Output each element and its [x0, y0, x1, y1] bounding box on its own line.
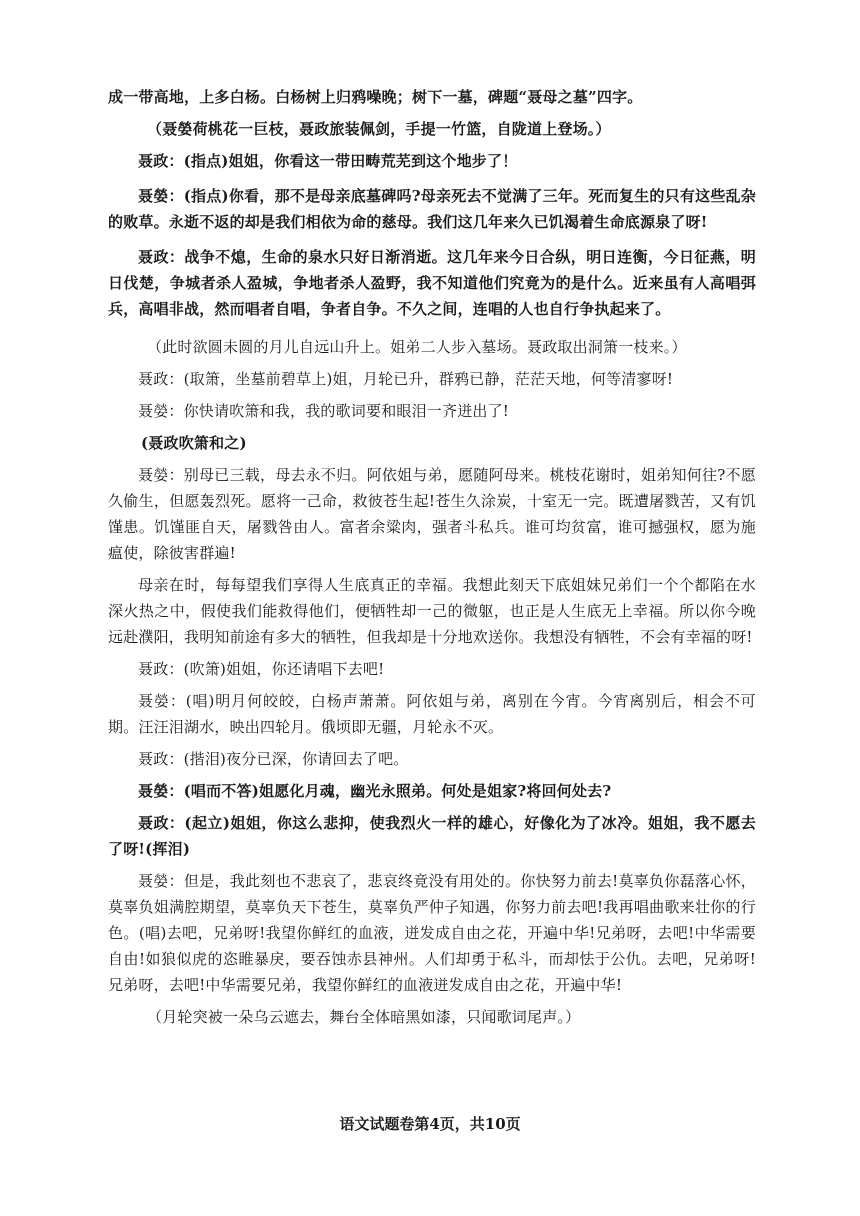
dialogue-nie-ying-continued: 母亲在时，每每望我们享得人生底真正的幸福。我想此刻天下底姐妹兄弟们一个个都陷在水深火热之中，假使我们能救得他们，便牺牲却一己的微躯，也正是人生底无上幸福。所以你今晚远赴濮阳，我明知前途有多大的牺牲，但我却是十分地欢送你。我想没有牺牲，不会有幸福的呀! — [108, 576, 756, 646]
stage-direction: （月轮突被一朵乌云遮去，舞台全体暗黑如漆，只闻歌词尾声。） — [147, 1008, 581, 1026]
dialogue-nie-zheng: 聂政：(吹箫)姐姐，你还请唱下去吧! — [138, 660, 385, 678]
dialogue-nie-ying: 聂嫈：但是，我此刻也不悲哀了，悲哀终竟没有用处的。你快努力前去!莫辜负你磊落心怀，莫辜负姐满腔期望，莫辜负天下苍生，莫辜负严仲子知遇，你努力前去吧!我再唱曲歌来壮你的行色。(唱)去吧，兄弟呀!我望你鲜红的血液，迸发成自由之花，开遍中华!兄弟呀，去吧!中华需要自由!如狼似虎的恣睢暴戾，要吞蚀赤县神州。人们却勇于私斗，而却怯于公仇。去吧，兄弟呀!兄弟呀，去吧!中华需要兄弟，我望你鲜红的血液迸发成自由之花，开遍中华! — [108, 872, 756, 994]
page-footer: 语文试题卷第4页，共10页 — [339, 1115, 521, 1133]
song-lyrics-nie-ying: 聂嫈：别母已三载，母去永不归。阿依姐与弟，愿随阿母来。桃枝花谢时，姐弟知何往?不愿久偷生，但愿轰烈死。愿将一己命，救彼苍生起!苍生久涂炭，十室无一完。既遭屠戮苦，又有饥馑患。饥馑匪自天，屠戮咎由人。富者余粱肉，强者斗私兵。谁可均贫富，谁可撼强权，愿为施瘟使，除彼害群遍! — [108, 466, 756, 562]
stage-direction: (聂政吹箫和之) — [141, 434, 247, 452]
dialogue-nie-zheng: 聂政：(揩泪)夜分已深，你请回去了吧。 — [138, 750, 409, 768]
dialogue-nie-zheng: 聂政：战争不熄，生命的泉水只好日渐消逝。这几年来今日合纵，明日连衡，今日征燕，明日伐楚，争城者杀人盈城，争地者杀人盈野，我不知道他们究竟为的是什么。近来虽有人高唱弭兵，高唱非战，然而唱者自唱，争者自争。不久之间，连唱的人也自行争执起来了。 — [108, 248, 756, 318]
dialogue-nie-ying: 聂嫈：(唱而不答)姐愿化月魂，幽光永照弟。何处是姐家?将回何处去? — [138, 782, 612, 800]
dialogue-nie-ying: 聂嫈：(指点)你看，那不是母亲底墓碑吗?母亲死去不觉满了三年。死而复生的只有这些乱杂的败草。永逝不返的却是我们相依为命的慈母。我们这几年来久已饥渴着生命底源泉了呀! — [108, 187, 756, 231]
song-lyrics-nie-ying: 聂嫈：(唱)明月何皎皎，白杨声萧萧。阿依姐与弟，离别在今宵。今宵离别后，相会不可期。汪汪泪湖水，映出四轮月。俄顷即无疆，月轮永不灭。 — [108, 692, 756, 736]
play-excerpt — [108, 84, 756, 1030]
dialogue-nie-zheng: 聂政：(指点)姐姐，你看这一带田畴荒芜到这个地步了！ — [138, 152, 518, 170]
dialogue-nie-ying: 聂嫈：你快请吹箫和我，我的歌词要和眼泪一齐迸出了! — [138, 402, 510, 420]
stage-direction: （此时欲圆未圆的月儿自远山升上。姐弟二人步入墓场。聂政取出洞箫一枝来。） — [147, 338, 687, 356]
stage-direction: （聂嫈荷桃花一巨枝，聂政旅装佩剑，手提一竹篮，自陇道上登场。） — [147, 120, 611, 138]
dialogue-nie-zheng: 聂政：(起立)姐姐，你这么悲抑，使我烈火一样的雄心，好像化为了冰冷。姐姐，我不愿去了呀!(挥泪) — [108, 814, 756, 858]
scene-description: 成一带高地，上多白杨。白杨树上归鸦噪晚；树下一墓，碑题“聂母之墓”四字。 — [108, 88, 643, 106]
dialogue-nie-zheng: 聂政：(取箫，坐墓前碧草上)姐，月轮已升，群鸦已静，茫茫天地，何等清寥呀! — [138, 370, 674, 388]
